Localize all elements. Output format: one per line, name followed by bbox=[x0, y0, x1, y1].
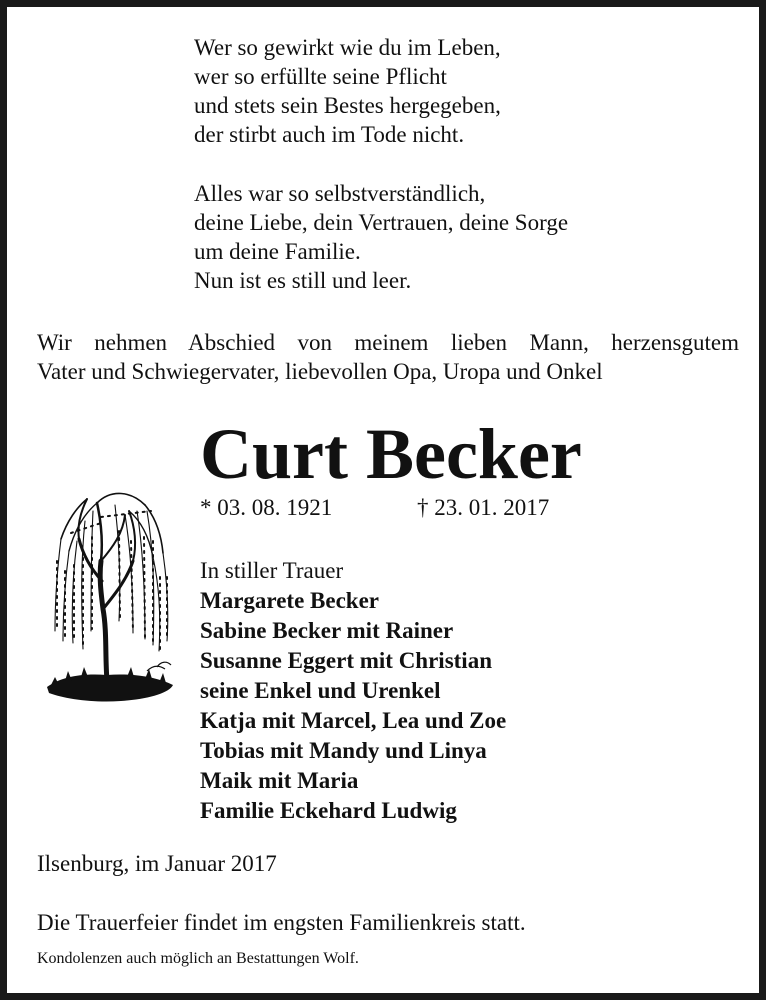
condolence-note: Kondolenzen auch möglich an Bestattungen Wolf. bbox=[37, 950, 359, 967]
poem-line: Wer so gewirkt wie du im Leben, bbox=[194, 35, 501, 60]
weeping-willow-icon bbox=[41, 481, 177, 717]
mourner-name: Katja mit Marcel, Lea und Zoe bbox=[200, 708, 507, 733]
deceased-name: Curt Becker bbox=[200, 414, 582, 494]
poem-line: Nun ist es still und leer. bbox=[194, 268, 412, 293]
poem-stanza-1 bbox=[194, 33, 501, 149]
poem-line: der stirbt auch im Tode nicht. bbox=[194, 122, 465, 147]
poem-line: um deine Familie. bbox=[194, 239, 361, 264]
poem-line: deine Liebe, dein Vertrauen, deine Sorge bbox=[194, 210, 569, 235]
mourning-intro: In stiller Trauer bbox=[200, 558, 344, 583]
mourner-name: Familie Eckehard Ludwig bbox=[200, 798, 457, 823]
funeral-ceremony-note: Die Trauerfeier findet im engsten Familienkreis statt. bbox=[37, 910, 526, 935]
poem-line: Alles war so selbstverständlich, bbox=[194, 181, 486, 206]
mourner-name: Sabine Becker mit Rainer bbox=[200, 618, 454, 643]
place-and-date: Ilsenburg, im Januar 2017 bbox=[37, 851, 277, 876]
birth-date: * 03. 08. 1921 bbox=[200, 495, 333, 520]
farewell-text bbox=[37, 328, 739, 386]
mourner-name: seine Enkel und Urenkel bbox=[200, 678, 441, 703]
farewell-line-2: Vater und Schwiegervater, liebevollen Opa, Uropa und Onkel bbox=[37, 359, 603, 384]
poem-stanza-2 bbox=[194, 179, 568, 295]
farewell-line-1: Wir nehmen Abschied von meinem lieben Mann, herzensgutem bbox=[37, 330, 739, 355]
mourner-name: Susanne Eggert mit Christian bbox=[200, 648, 492, 673]
poem-line: wer so erfüllte seine Pflicht bbox=[194, 64, 447, 89]
mourner-name: Margarete Becker bbox=[200, 588, 380, 613]
death-date: † 23. 01. 2017 bbox=[417, 495, 550, 520]
mourners-list bbox=[200, 556, 506, 826]
mourner-name: Tobias mit Mandy und Linya bbox=[200, 738, 487, 763]
mourner-name: Maik mit Maria bbox=[200, 768, 359, 793]
poem-line: und stets sein Bestes hergegeben, bbox=[194, 93, 501, 118]
